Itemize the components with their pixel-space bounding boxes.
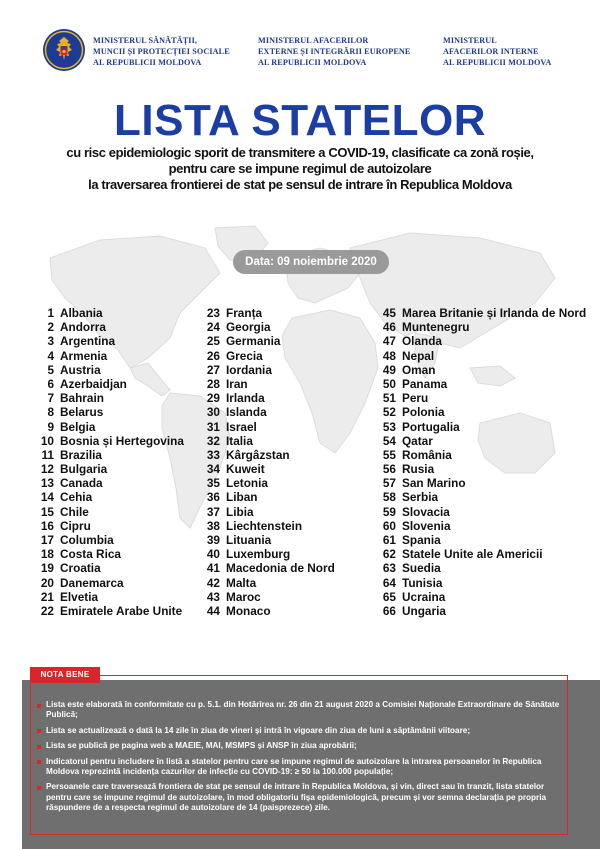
country-row — [200, 320, 335, 334]
country-row — [200, 405, 335, 419]
country-number: 60 — [382, 518, 396, 533]
country-row — [22, 391, 184, 405]
country-row — [200, 434, 335, 448]
country-number: 42 — [206, 575, 220, 590]
country-number: 11 — [41, 447, 54, 462]
country-row — [364, 590, 586, 604]
country-name: Luxemburg — [226, 547, 291, 562]
country-name: Belarus — [60, 405, 104, 420]
country-name: Emiratele Arabe Unite — [60, 603, 183, 618]
country-number: 66 — [382, 603, 396, 618]
country-name: Irlanda — [226, 391, 265, 406]
country-number: 1 — [47, 306, 54, 320]
country-row — [200, 420, 335, 434]
country-number: 57 — [382, 476, 396, 491]
country-number: 41 — [206, 561, 220, 576]
country-number: 31 — [206, 419, 220, 434]
country-number: 22 — [40, 603, 54, 618]
country-number: 65 — [382, 589, 396, 604]
country-name: Serbia — [402, 490, 439, 505]
country-row — [22, 377, 184, 391]
country-number: 13 — [40, 476, 54, 491]
country-number: 23 — [206, 306, 220, 320]
country-name: Spania — [402, 533, 441, 547]
country-number: 9 — [47, 419, 54, 434]
ministry-health: MINISTERUL SĂNĂTĂȚII, MUNCII ȘI PROTECȚIEI SOCIALE AL REPUBLICII MOLDOVA — [93, 36, 230, 67]
country-row — [364, 576, 586, 590]
country-name: Maroc — [226, 589, 261, 604]
country-row — [22, 420, 184, 434]
country-name: Muntenegru — [402, 320, 470, 335]
note-item: Lista se actualizează o dată la 14 zile în ziua de vineri și intră în vigoare din ziua de luni a săptămânii viitoare; — [37, 726, 563, 736]
country-row — [364, 547, 586, 561]
country-name: Polonia — [402, 405, 445, 420]
country-name: Belgia — [60, 419, 96, 434]
country-number: 63 — [382, 561, 396, 576]
country-number: 64 — [382, 575, 396, 590]
country-number: 47 — [382, 334, 396, 349]
country-name: Peru — [402, 391, 429, 406]
country-number: 6 — [47, 376, 54, 391]
country-name: Germania — [226, 334, 281, 349]
country-number: 45 — [382, 306, 396, 320]
country-number: 35 — [206, 476, 220, 491]
country-name: Iran — [226, 376, 248, 391]
country-name: Letonia — [226, 476, 268, 491]
country-name: Cipru — [60, 518, 91, 533]
country-column-1 — [22, 306, 184, 618]
country-name: Slovacia — [402, 504, 450, 519]
country-name: Portugalia — [402, 419, 460, 434]
ministry-internal-affairs: MINISTERUL AFACERILOR INTERNE AL REPUBLICII MOLDOVA — [443, 36, 552, 67]
country-name: Liechtenstein — [226, 518, 303, 533]
country-name: Azerbaidjan — [60, 376, 127, 391]
header — [0, 0, 600, 90]
country-name: Ungaria — [402, 603, 446, 618]
country-row — [200, 576, 335, 590]
country-row — [200, 505, 335, 519]
country-row — [364, 434, 586, 448]
country-name: Armenia — [60, 348, 108, 363]
country-name: Islanda — [226, 405, 267, 420]
country-row — [364, 391, 586, 405]
country-number: 10 — [40, 433, 54, 448]
country-number: 28 — [206, 376, 220, 391]
country-row — [22, 320, 184, 334]
country-name: Kârgâzstan — [226, 447, 290, 462]
country-name: Libia — [226, 504, 254, 519]
country-row — [22, 476, 184, 490]
country-number: 24 — [206, 320, 220, 335]
country-row — [200, 590, 335, 604]
country-number: 40 — [206, 547, 220, 562]
country-number: 4 — [47, 348, 54, 363]
country-number: 20 — [40, 575, 54, 590]
country-row — [200, 462, 335, 476]
country-row — [364, 561, 586, 575]
country-row — [200, 490, 335, 504]
country-number: 58 — [382, 490, 396, 505]
page-subtitle: cu risc epidemiologic sporit de transmitere a COVID-19, clasificate ca zonă roșie, pentru care se impune regimul de autoizolare la traversarea frontierei de stat pe sensul de intrare în Republica Moldova — [66, 145, 534, 192]
country-number: 51 — [382, 391, 396, 406]
country-number: 53 — [382, 419, 396, 434]
country-number: 8 — [47, 405, 54, 420]
country-name: Costa Rica — [60, 547, 121, 562]
country-row — [200, 561, 335, 575]
country-number: 43 — [206, 589, 220, 604]
country-row — [200, 448, 335, 462]
country-name: Rusia — [402, 462, 435, 477]
country-row — [22, 349, 184, 363]
country-row — [364, 604, 586, 618]
country-name: Bulgaria — [60, 462, 108, 477]
country-row — [22, 505, 184, 519]
country-row — [22, 434, 184, 448]
country-row — [200, 391, 335, 405]
country-number: 50 — [382, 376, 396, 391]
country-name: Statele Unite ale Americii — [402, 547, 543, 562]
country-name: Nepal — [402, 348, 435, 363]
country-row — [364, 349, 586, 363]
country-row — [22, 561, 184, 575]
country-row — [364, 462, 586, 476]
country-row — [22, 448, 184, 462]
country-row — [200, 334, 335, 348]
country-number: 59 — [382, 504, 396, 519]
country-number: 21 — [40, 589, 54, 604]
country-number: 37 — [206, 504, 220, 519]
country-row — [200, 547, 335, 561]
country-number: 48 — [382, 348, 396, 363]
country-row — [200, 604, 335, 618]
country-number: 17 — [40, 533, 54, 547]
country-number: 39 — [206, 533, 220, 547]
country-number: 7 — [47, 391, 54, 406]
country-number: 18 — [40, 547, 54, 562]
country-number: 55 — [382, 447, 396, 462]
country-row — [200, 377, 335, 391]
country-name: Bosnia și Hertegovina — [60, 433, 184, 448]
country-row — [200, 519, 335, 533]
country-row — [22, 405, 184, 419]
country-number: 16 — [40, 518, 54, 533]
country-name: Iordania — [226, 362, 272, 377]
country-number: 44 — [206, 603, 220, 618]
country-row — [22, 590, 184, 604]
country-name: Austria — [60, 362, 101, 377]
country-name: Danemarca — [60, 575, 124, 590]
country-row — [364, 363, 586, 377]
country-row — [22, 363, 184, 377]
country-row — [364, 519, 586, 533]
country-column-3 — [364, 306, 586, 618]
country-number: 15 — [40, 504, 54, 519]
country-number: 61 — [382, 533, 396, 547]
country-name: Cehia — [60, 490, 93, 505]
country-row — [200, 363, 335, 377]
country-name: Italia — [226, 433, 253, 448]
nota-bene-border-top — [100, 675, 568, 676]
country-row — [22, 604, 184, 618]
country-number: 34 — [206, 462, 220, 477]
country-row — [364, 476, 586, 490]
country-number: 25 — [206, 334, 220, 349]
country-row — [22, 462, 184, 476]
ministry-foreign-affairs: MINISTERUL AFACERILOR EXTERNE ȘI INTEGRĂRII EUROPENE AL REPUBLICII MOLDOVA — [258, 36, 411, 67]
date-badge: Data: 09 noiembrie 2020 — [233, 250, 389, 274]
country-name: Bahrain — [60, 391, 104, 406]
country-name: Brazilia — [60, 447, 102, 462]
note-item: Persoanele care traversează frontiera de stat pe sensul de intrare în Republica Moldova, și vin, direct sau în tranzit, lista statelor pentru care se impune regimul de autoizolare, în mod obligatoriu fișa epidemiologică, precum și vor semna declarația pe propria răspundere de a respecta regimul de autoizolare de 14 (paisprezece) zile. — [37, 782, 563, 813]
country-row — [200, 349, 335, 363]
nota-bene-notes — [37, 700, 563, 819]
country-name: Lituania — [226, 533, 272, 547]
country-row — [22, 490, 184, 504]
moldova-coat-of-arms-icon — [42, 28, 86, 72]
country-row — [364, 306, 586, 320]
country-number: 14 — [40, 490, 54, 505]
country-number: 3 — [47, 334, 54, 349]
country-name: Argentina — [60, 334, 116, 349]
country-row — [200, 476, 335, 490]
note-item: Lista se publică pe pagina web a MAEIE, MAI, MSMPS și ANSP în ziua aprobării; — [37, 741, 563, 751]
country-row — [364, 334, 586, 348]
country-number: 33 — [206, 447, 220, 462]
country-row — [364, 377, 586, 391]
country-number: 29 — [206, 391, 220, 406]
country-name: Croatia — [60, 561, 101, 576]
country-number: 26 — [206, 348, 220, 363]
country-number: 54 — [382, 433, 396, 448]
country-name: Olanda — [402, 334, 442, 349]
country-row — [22, 334, 184, 348]
country-row — [364, 490, 586, 504]
country-name: Elvetia — [60, 589, 99, 604]
country-number: 30 — [206, 405, 220, 420]
country-row — [22, 576, 184, 590]
country-number: 19 — [40, 561, 54, 576]
country-row — [200, 306, 335, 320]
country-name: Malta — [226, 575, 257, 590]
country-name: Israel — [226, 419, 257, 434]
country-name: Tunisia — [402, 575, 443, 590]
country-number: 38 — [206, 518, 220, 533]
country-name: Andorra — [60, 320, 106, 335]
country-name: Franța — [226, 306, 263, 320]
country-number: 2 — [47, 320, 54, 335]
country-row — [364, 405, 586, 419]
country-row — [364, 505, 586, 519]
country-row — [22, 547, 184, 561]
country-row — [364, 420, 586, 434]
country-number: 32 — [206, 433, 220, 448]
country-name: Macedonia de Nord — [226, 561, 335, 576]
country-number: 12 — [40, 462, 54, 477]
country-number: 27 — [206, 362, 220, 377]
country-name: Liban — [226, 490, 258, 505]
page-title: LISTA STATELOR — [114, 96, 486, 145]
country-name: Marea Britanie și Irlanda de Nord — [402, 306, 587, 320]
country-name: Kuweit — [226, 462, 265, 477]
country-name: România — [402, 447, 452, 462]
country-row — [364, 448, 586, 462]
country-name: Albania — [60, 306, 103, 320]
country-row — [364, 533, 586, 547]
country-row — [22, 306, 184, 320]
country-row — [364, 320, 586, 334]
country-column-2 — [200, 306, 335, 618]
country-name: San Marino — [402, 476, 466, 491]
nota-bene-label: NOTA BENE — [30, 667, 100, 683]
country-name: Suedia — [402, 561, 441, 576]
country-name: Qatar — [402, 433, 433, 448]
country-number: 46 — [382, 320, 396, 335]
note-item: Indicatorul pentru includere în listă a statelor pentru care se impune regimul de autoizolare la intrarea persoanelor în Republica Moldova reprezintă incidența cazurilor de infecție cu COVID-19: ≥ 50 la 100.000 populație; — [37, 757, 563, 778]
country-number: 49 — [382, 362, 396, 377]
country-row — [200, 533, 335, 547]
country-name: Georgia — [226, 320, 271, 335]
country-number: 52 — [382, 405, 396, 420]
country-number: 62 — [382, 547, 396, 562]
country-name: Columbia — [60, 533, 114, 547]
country-name: Monaco — [226, 603, 271, 618]
country-name: Ucraina — [402, 589, 446, 604]
country-row — [22, 519, 184, 533]
country-row — [22, 533, 184, 547]
country-number: 5 — [47, 362, 54, 377]
country-name: Panama — [402, 376, 448, 391]
country-name: Canada — [60, 476, 103, 491]
country-number: 56 — [382, 462, 396, 477]
country-name: Chile — [60, 504, 89, 519]
country-number: 36 — [206, 490, 220, 505]
country-name: Slovenia — [402, 518, 451, 533]
country-name: Oman — [402, 362, 436, 377]
country-name: Grecia — [226, 348, 263, 363]
note-item: Lista este elaborată în conformitate cu p. 5.1. din Hotărîrea nr. 26 din 21 august 2020 a Comisiei Naționale Extraordinare de Sănătate Publică; — [37, 700, 563, 721]
